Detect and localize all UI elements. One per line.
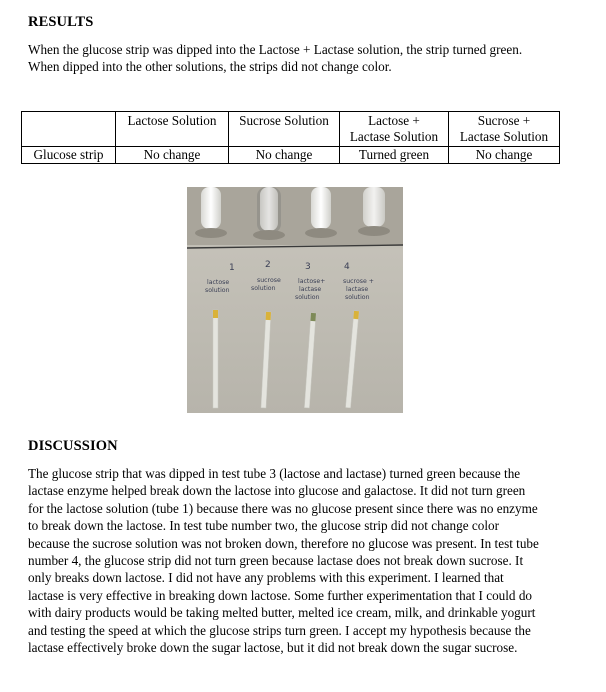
rack-hole bbox=[253, 230, 285, 240]
rack-hole bbox=[195, 228, 227, 238]
label-1-line-2: solution bbox=[205, 287, 230, 294]
discussion-line: number 4, the glucose strip did not turn green because lactase does not break down sucrose. It bbox=[28, 553, 524, 569]
tube-number-2: 2 bbox=[265, 260, 271, 270]
experiment-photo bbox=[187, 187, 403, 413]
strip-pad-3 bbox=[310, 313, 316, 321]
photo-illustration bbox=[187, 187, 403, 413]
rack-hole bbox=[358, 226, 390, 236]
discussion-line: lactase enzyme helped break down the lactose into glucose and galactose. It did not turn green bbox=[28, 483, 526, 499]
table-corner-cell bbox=[22, 112, 116, 147]
column-header-sucrose: Sucrose Solution bbox=[229, 112, 340, 147]
column-header-lactose-lactase: Lactose + Lactase Solution bbox=[340, 112, 449, 147]
discussion-line: with dairy products would be taking melted butter, melted ice cream, milk, and drinkable yogurt bbox=[28, 605, 536, 621]
tube-number-4: 4 bbox=[344, 262, 350, 272]
tube-number-3: 3 bbox=[305, 262, 311, 272]
results-line-2: When dipped into the other solutions, the strips did not change color. bbox=[28, 59, 392, 75]
label-4-line-2: lactase bbox=[346, 286, 369, 293]
label-4-line-3: solution bbox=[345, 294, 370, 301]
discussion-line: lactase effectively broke down the sugar lactose, but it did not break down the sugar sucrose. bbox=[28, 640, 518, 656]
table-cell: No change bbox=[116, 147, 229, 164]
discussion-line: because the sucrose solution was not broken down, therefore no glucose was present. In test tube bbox=[28, 535, 539, 551]
table-header-row bbox=[22, 112, 560, 147]
results-table bbox=[21, 111, 560, 164]
glucose-strip-1 bbox=[213, 310, 218, 408]
discussion-heading: DISCUSSION bbox=[28, 438, 118, 454]
discussion-line: lactase is very effective in breaking down lactose. Some further experimentation that I could do bbox=[28, 587, 533, 603]
row-label: Glucose strip bbox=[22, 147, 116, 164]
table-cell: Turned green bbox=[340, 147, 449, 164]
test-tube-1 bbox=[201, 187, 221, 229]
label-2-line-1: sucrose bbox=[257, 277, 281, 284]
results-heading: RESULTS bbox=[28, 14, 94, 30]
table-row bbox=[22, 147, 560, 164]
label-4-line-1: sucrose + bbox=[343, 278, 374, 285]
strip-pad-2 bbox=[266, 312, 271, 320]
discussion-line: and testing the speed at which the glucose strips turn green. I accept my hypothesis because the bbox=[28, 622, 531, 638]
discussion-line: only breaks down lactose. I did not have any problems with this experiment. I learned that bbox=[28, 570, 504, 586]
strip-pad-1 bbox=[213, 310, 218, 318]
column-header-sucrose-lactase: Sucrose + Lactase Solution bbox=[449, 112, 560, 147]
label-3-line-3: solution bbox=[295, 294, 320, 301]
table-cell: No change bbox=[229, 147, 340, 164]
column-header-lactose: Lactose Solution bbox=[116, 112, 229, 147]
results-paragraph bbox=[28, 41, 573, 76]
label-1-line-1: lactose bbox=[207, 279, 230, 286]
discussion-paragraph bbox=[28, 465, 573, 656]
discussion-line: for the lactose solution (tube 1) because there was no glucose present since there was no enzyme bbox=[28, 500, 538, 516]
rack-hole bbox=[305, 228, 337, 238]
table-cell: No change bbox=[449, 147, 560, 164]
test-tube-2-glass bbox=[260, 187, 278, 231]
discussion-line: to break down the lactose. In test tube number two, the glucose strip did not change color bbox=[28, 518, 499, 534]
discussion-line: The glucose strip that was dipped in test tube 3 (lactose and lactase) turned green because the bbox=[28, 466, 521, 481]
label-3-line-2: lactase bbox=[299, 286, 322, 293]
test-tube-3 bbox=[311, 187, 331, 229]
label-3-line-1: lactose+ bbox=[298, 278, 326, 285]
results-line-1: When the glucose strip was dipped into the Lactose + Lactase solution, the strip turned green. bbox=[28, 42, 523, 57]
strip-pad-4 bbox=[353, 311, 359, 319]
label-2-line-2: solution bbox=[251, 285, 276, 292]
tube-number-1: 1 bbox=[229, 263, 235, 273]
test-tube-4 bbox=[363, 187, 385, 227]
